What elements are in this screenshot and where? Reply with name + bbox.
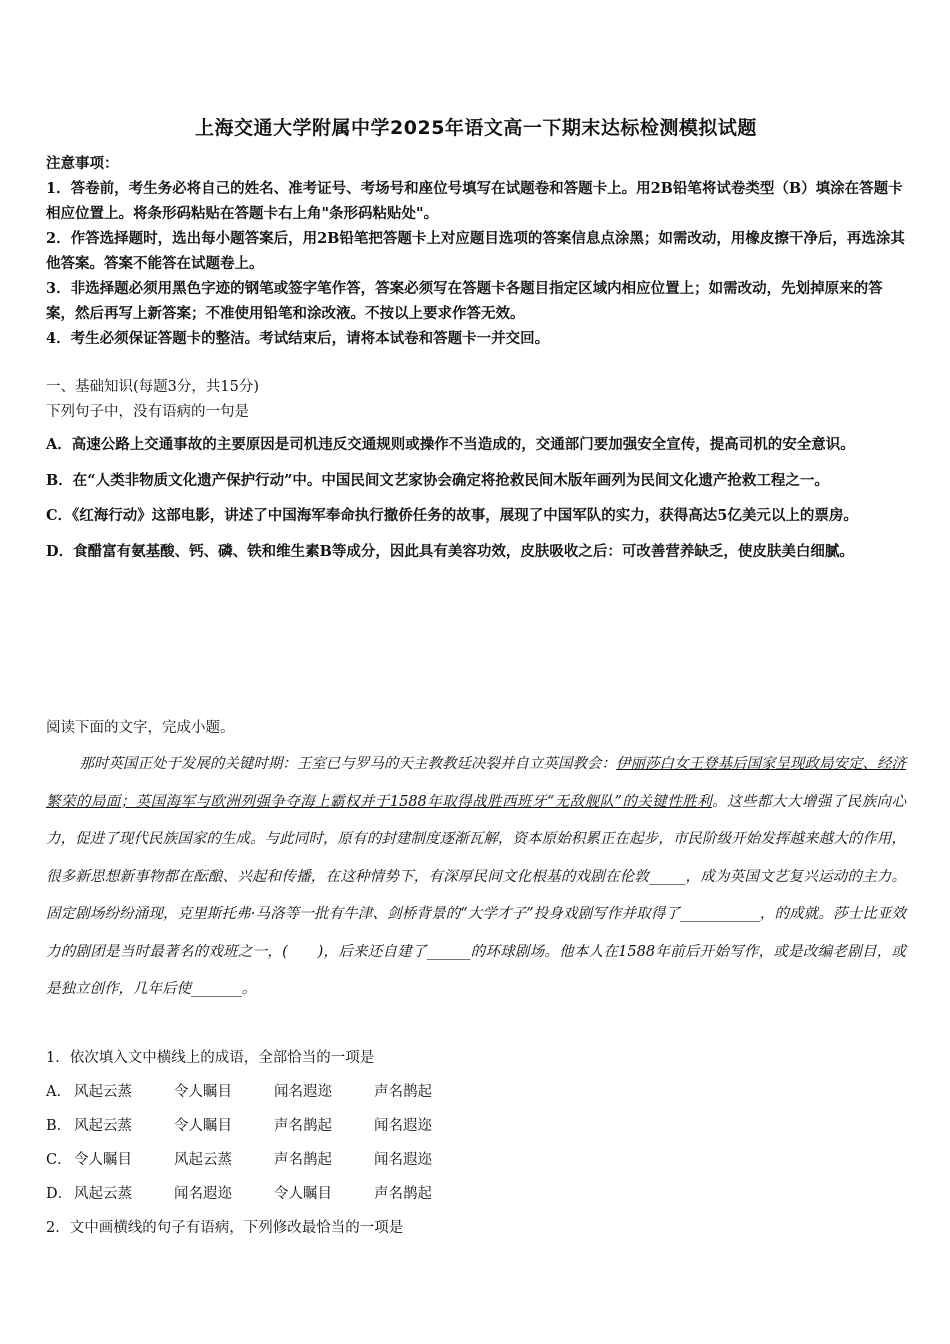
option-c: C．《红海行动》这部电影，讲述了中国海军奉命执行撤侨任务的故事，展现了中国军队的实力，获得高达5亿美元以上的票房。: [46, 507, 858, 524]
q1-option-d: D． 风起云蒸 闻名遐迩 令人瞩目 声名鹊起: [46, 1186, 432, 1202]
option-a: A．高速公路上交通事故的主要原因是司机违反交通规则或操作不当造成的，交通部门要加强安全宣传，提高司机的安全意识。: [46, 436, 855, 453]
section-heading: 一、基础知识(每题3分，共15分): [46, 379, 259, 395]
option-b: B．在“人类非物质文化遗产保护行动”中。中国民间文艺家协会确定将抢救民间木版年画列为民间文化遗产抢救工程之一。: [46, 471, 829, 489]
q1-option-c: C． 令人瞩目 风起云蒸 声名鹊起 闻名遐迩: [46, 1152, 432, 1168]
passage-text: 那时英国正处于发展的关键时期：王室已与罗马的天主教教廷决裂并自立英国教会：: [79, 756, 616, 772]
notice-item: 3．非选择题必须用黑色字迹的钢笔或签字笔作答，答案必须写在答题卡各题目指定区域内相应位置上；如需改动，先划掉原来的答案，然后再写上新答案；不准使用铅笔和涂改液。不按以上要求作答无效。: [46, 280, 883, 322]
question-2-stem: 2．文中画横线的句子有语病，下列修改最恰当的一项是: [46, 1220, 404, 1236]
option-d: D．食醋富有氨基酸、钙、磷、铁和维生素B等成分，因此具有美容功效，皮肤吸收之后：可改善营养缺乏，使皮肤美白细腻。: [46, 542, 854, 560]
question-1: [46, 1041, 906, 1245]
notice-list: [46, 176, 906, 351]
reading-intro: 阅读下面的文字，完成小题。: [46, 720, 235, 736]
q1-option-a: A． 风起云蒸 令人瞩目 闻名遐迩 声名鹊起: [46, 1084, 432, 1100]
notice-item: 4．考生必须保证答题卡的整洁。考试结束后，请将本试卷和答题卡一并交回。: [46, 330, 550, 347]
option-list: [46, 427, 906, 569]
underlined-sentence: 伊丽莎白女王登基后国家呈现政局安定、经济繁荣的局面；英国海军与欧洲列强争夺海上霸权并于1588年取得战胜西班牙“无敌舰队”的关键性胜利: [46, 756, 907, 810]
question-1-stem: 1．依次填入文中横线上的成语，全部恰当的一项是: [46, 1050, 375, 1066]
q1-option-b: B． 风起云蒸 令人瞩目 声名鹊起 闻名遐迩: [46, 1118, 432, 1134]
notice-item: 2．作答选择题时，选出每小题答案后，用2B铅笔把答题卡上对应题目选项的答案信息点涂黑；如需改动，用橡皮擦干净后，再选涂其他答案。答案不能答在试题卷上。: [46, 230, 905, 272]
notice-heading: 注意事项：: [46, 155, 119, 172]
reading-passage: [46, 746, 906, 1009]
notice-item: 1．答卷前，考生务必将自己的姓名、准考证号、考场号和座位号填写在试题卷和答题卡上。用2B铅笔将试卷类型（B）填涂在答题卡相应位置上。将条形码粘贴在答题卡右上角"条形码粘贴处"。: [46, 180, 903, 222]
passage-text: 。这些都大大增强了民族向心力，促进了现代民族国家的生成。与此同时，原有的封建制度逐渐瓦解，资本原始积累正在起步，市民阶级开始发挥越来越大的作用，很多新思想新事物都在酝酿、兴起和传播，在这种情势下，有深厚民间文化根基的戏剧在伦敦_____，成为英国文艺复兴运动的主力。固定剧场纷纷涌现，克里斯托弗·马洛等一批有牛津、剑桥背景的“大学才子”投身戏剧写作并取得了___________，的成就。莎士比亚效力的剧团是当时最著名的戏班之一，( )，后来还自建了______的环球剧场。他本人在1588年前后开始写作，或是改编老剧目，或是独立创作，几年后使_______。: [46, 793, 906, 997]
page-title: 上海交通大学附属中学2025年语文高一下期末达标检测模拟试题: [195, 117, 757, 139]
question-stem: 下列句子中，没有语病的一句是: [46, 404, 249, 420]
